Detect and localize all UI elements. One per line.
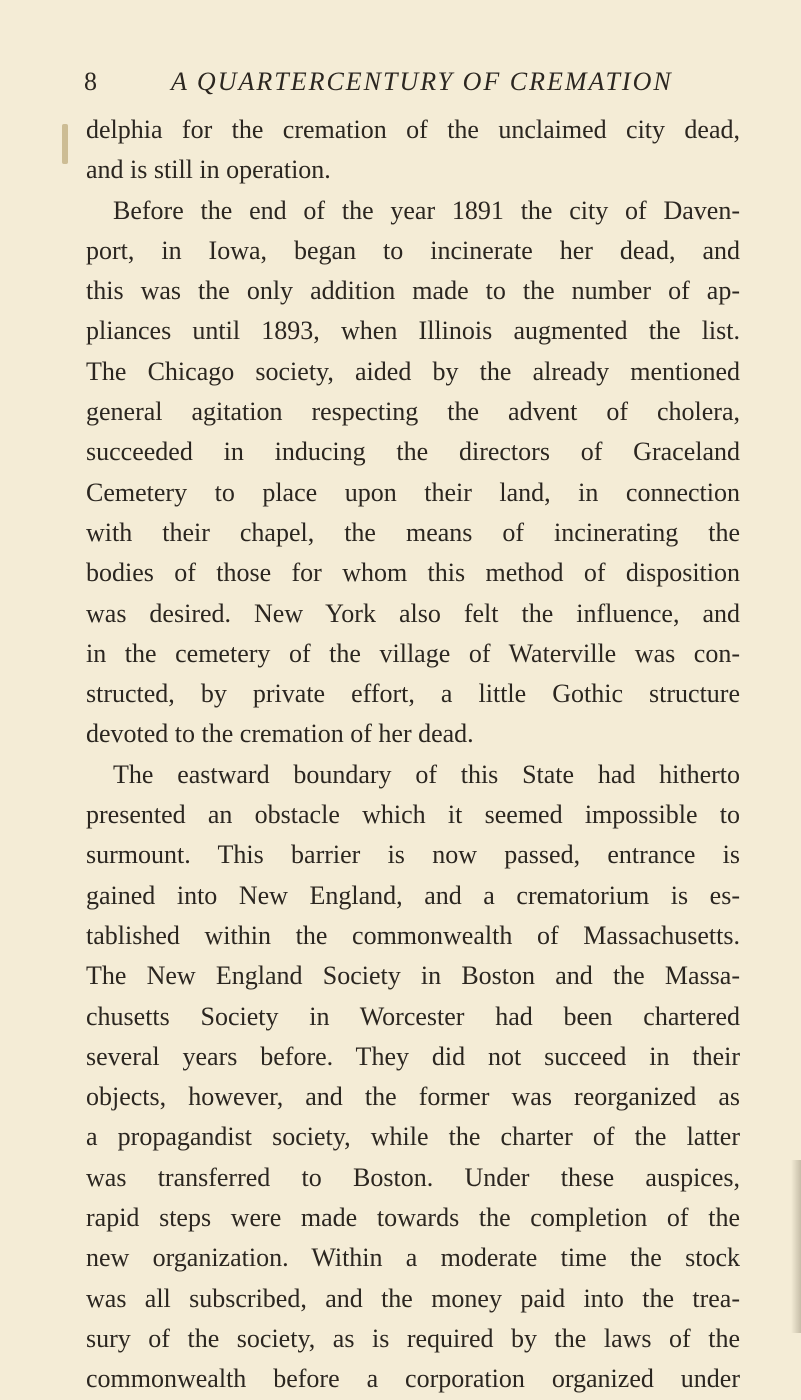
text-line: structed, by private effort, a little Gothic structure [86,679,740,709]
text-line: The Chicago society, aided by the already mentioned [86,356,740,386]
text-line: commonwealth before a corporation organized under [86,1364,740,1394]
page-number: 8 [84,67,97,96]
text-line: pliances until 1893, when Illinois augmented the list. [86,316,740,346]
text-line: chusetts Society in Worcester had been chartered [86,1001,740,1031]
text-line: succeeded in inducing the directors of Graceland [86,437,740,467]
margin-mark [62,124,68,164]
text-line: several years before. They did not succeed in their [86,1041,740,1071]
text-line: a propagandist society, while the charter of the latter [86,1122,740,1152]
text-line: devoted to the cremation of her dead. [86,719,474,749]
text-line: was all subscribed, and the money paid into the trea- [86,1283,740,1313]
text-line: was transferred to Boston. Under these auspices, [86,1162,740,1192]
text-line: in the cemetery of the village of Waterville was con- [86,638,740,668]
body-text [86,110,740,1400]
text-line: Cemetery to place upon their land, in connection [86,477,740,507]
text-line: new organization. Within a moderate time the stock [86,1243,740,1273]
text-line: this was the only addition made to the number of ap- [86,276,740,306]
running-title: A QUARTERCENTURY OF CREMATION [171,67,673,96]
text-line: port, in Iowa, began to incinerate her dead, and [86,235,740,265]
text-line: surmount. This barrier is now passed, entrance is [86,840,740,870]
text-line: tablished within the commonwealth of Massachusetts. [86,920,740,950]
text-line: objects, however, and the former was reorganized as [86,1082,740,1112]
running-head [84,62,744,102]
text-line: bodies of those for whom this method of disposition [86,558,740,588]
text-line: presented an obstacle which it seemed impossible to [86,800,740,830]
text-line: rapid steps were made towards the completion of the [86,1203,740,1233]
text-line: gained into New England, and a crematorium is es- [86,880,740,910]
text-line: delphia for the cremation of the unclaimed city dead, [86,115,740,144]
text-line: sury of the society, as is required by the laws of the [86,1323,740,1353]
text-line: Before the end of the year 1891 the city of Daven- [113,195,740,225]
text-line: and is still in operation. [86,155,331,185]
text-line: general agitation respecting the advent of cholera, [86,397,740,427]
text-line: was desired. New York also felt the influence, and [86,598,740,628]
text-line: with their chapel, the means of incinerating the [86,517,740,547]
page-edge-shadow [791,1160,801,1333]
text-line: The New England Society in Boston and the Massa- [86,961,740,991]
text-line: The eastward boundary of this State had hitherto [113,759,740,789]
